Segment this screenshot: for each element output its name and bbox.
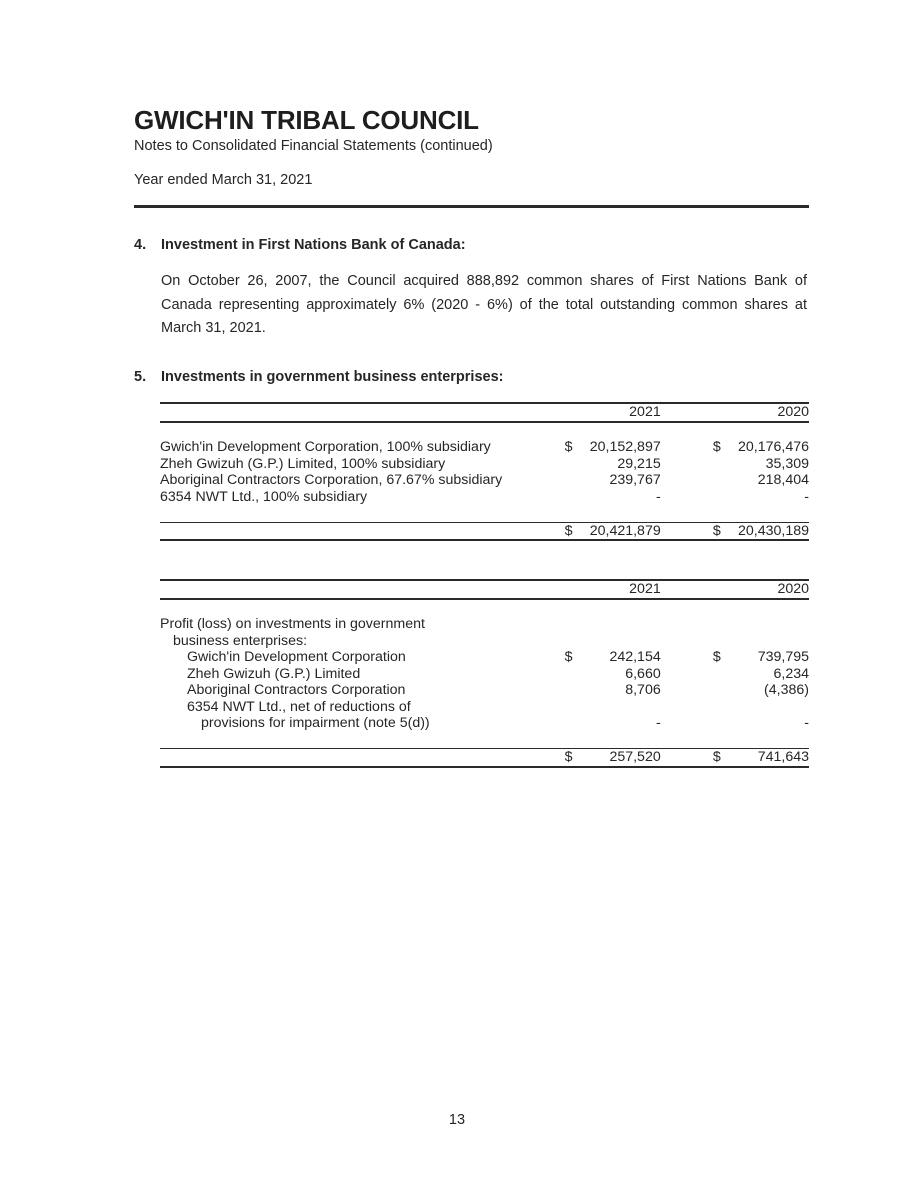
table-row	[160, 456, 809, 473]
value-2020: (4,386)	[764, 682, 809, 698]
investments-table	[160, 402, 809, 541]
value-2020: 35,309	[765, 455, 809, 472]
value-2021: -	[656, 715, 661, 731]
table-heading-row	[160, 616, 809, 633]
total-row	[160, 522, 809, 540]
currency-symbol: $	[564, 439, 573, 455]
table-row	[160, 666, 809, 683]
currency-symbol: $	[565, 749, 583, 767]
table-row	[160, 715, 809, 732]
value-2020: 6,234	[773, 665, 809, 682]
year-header: 2020	[731, 580, 809, 599]
row-label: Zheh Gwizuh (G.P.) Limited	[187, 665, 361, 682]
section-heading: Profit (loss) on investments in government	[160, 616, 425, 632]
value-2020: 739,795	[757, 649, 809, 665]
value-2020: 20,176,476	[737, 439, 809, 455]
value-2021: 6,660	[625, 665, 661, 682]
value-2020: 218,404	[757, 472, 809, 488]
value-2020: -	[804, 715, 809, 731]
value-2020: -	[804, 488, 809, 505]
value-2021: 8,706	[625, 682, 661, 698]
reporting-period: Year ended March 31, 2021	[134, 172, 313, 188]
row-label: Gwich'in Development Corporation, 100% subsidiary	[160, 439, 491, 455]
table-header-row	[160, 403, 809, 422]
row-label: Gwich'in Development Corporation	[187, 649, 406, 665]
currency-symbol: $	[564, 649, 573, 665]
note4-paragraph: On October 26, 2007, the Council acquired 888,892 common shares of First Nations Bank of Canada representing approximately 6% (2020 - 6%) of the total outstanding common shares at March 31, 2021.	[161, 273, 807, 336]
statement-subtitle: Notes to Consolidated Financial Statements (continued)	[134, 138, 493, 154]
note5-title: Investments in government business enterprises:	[161, 369, 504, 385]
value-2021: 20,152,897	[589, 439, 661, 455]
value-2021: 29,215	[617, 455, 661, 472]
table-row	[160, 649, 809, 666]
value-2021: 242,154	[609, 649, 661, 665]
value-2021: -	[656, 488, 661, 505]
year-header: 2021	[583, 403, 661, 422]
year-header: 2021	[583, 580, 661, 599]
row-label: provisions for impairment (note 5(d))	[201, 715, 430, 731]
currency-symbol: $	[712, 439, 721, 455]
table-row	[160, 472, 809, 489]
row-label: Zheh Gwizuh (G.P.) Limited, 100% subsidiary	[160, 455, 446, 472]
value-2021: 239,767	[609, 472, 661, 488]
row-label: Aboriginal Contractors Corporation, 67.67% subsidiary	[160, 472, 503, 488]
table-row	[160, 489, 809, 506]
total-2020: 741,643	[731, 749, 809, 767]
table-row	[160, 682, 809, 699]
org-title: GWICH'IN TRIBAL COUNCIL	[134, 105, 479, 135]
total-2020: 20,430,189	[731, 522, 809, 540]
currency-symbol: $	[713, 749, 731, 767]
page-number: 13	[448, 1112, 466, 1128]
table-row	[160, 439, 809, 456]
year-header: 2020	[731, 403, 809, 422]
section-heading: business enterprises:	[173, 632, 308, 649]
currency-symbol: $	[565, 522, 583, 540]
table-header-row	[160, 580, 809, 599]
row-label: 6354 NWT Ltd., net of reductions of	[187, 698, 411, 715]
note4-number: 4.	[134, 237, 147, 253]
note5-number: 5.	[134, 369, 147, 385]
row-label: 6354 NWT Ltd., 100% subsidiary	[160, 488, 368, 505]
header-rule	[134, 205, 809, 208]
table-heading-row	[160, 633, 809, 650]
row-label: Aboriginal Contractors Corporation	[187, 682, 406, 698]
currency-symbol: $	[712, 649, 721, 665]
total-row	[160, 749, 809, 767]
profit-loss-table	[160, 579, 809, 768]
total-2021: 20,421,879	[583, 522, 661, 540]
table-row	[160, 699, 809, 716]
note4-title: Investment in First Nations Bank of Canada:	[161, 237, 466, 253]
total-2021: 257,520	[583, 749, 661, 767]
currency-symbol: $	[713, 522, 731, 540]
